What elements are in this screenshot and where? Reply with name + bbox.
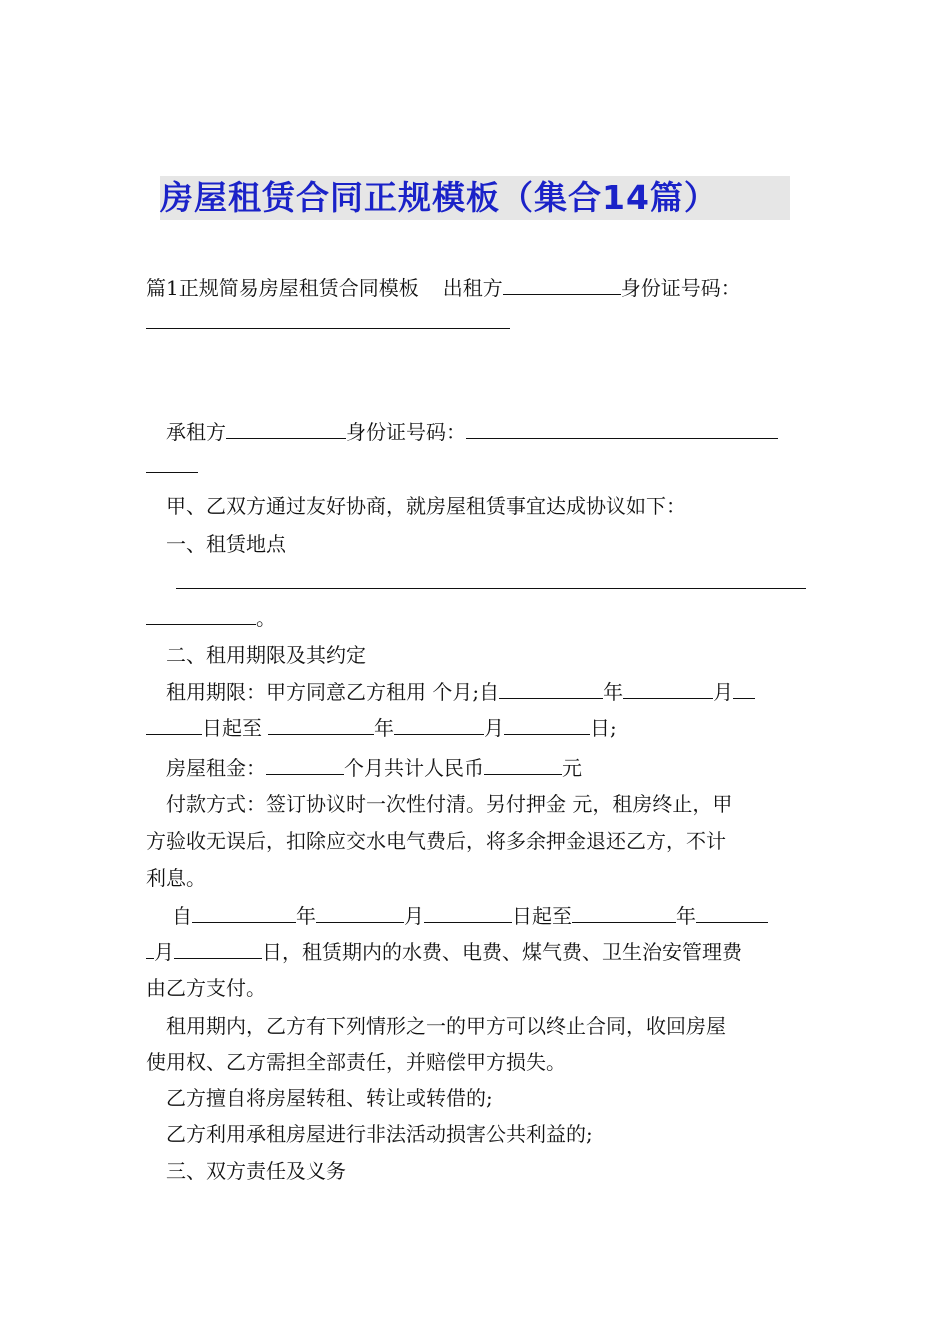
blank-field [484, 752, 562, 775]
section-heading: 篇1正规简易房屋租赁合同模板 [146, 276, 419, 300]
year-label: 年 [296, 904, 316, 928]
paragraph-line: 乙方利用承租房屋进行非法活动损害公共利益的; [166, 1122, 593, 1146]
paragraph-line [172, 900, 768, 930]
month-label: 月 [154, 940, 174, 964]
blank-field [466, 416, 778, 439]
paragraph-line [146, 602, 276, 632]
day-label: 日; [590, 716, 617, 740]
blank-field [266, 752, 344, 775]
paragraph-line: 使用权、乙方需担全部责任，并赔偿甲方损失。 [146, 1050, 566, 1074]
paragraph-line: 利息。 [146, 866, 206, 890]
blank-field [696, 900, 768, 923]
paragraph-line [146, 936, 742, 966]
section-heading: 二、租用期限及其约定 [166, 643, 366, 667]
paragraph-line [146, 712, 617, 742]
blank-field [146, 936, 154, 959]
paragraph-line: 方验收无误后，扣除应交水电气费后，将多余押金退还乙方，不计 [146, 829, 726, 853]
blank-field [174, 936, 262, 959]
year-label: 年 [603, 680, 624, 704]
blank-field [623, 676, 713, 699]
month-label: 月 [713, 680, 734, 704]
id-label: 身份证号码： [620, 276, 741, 300]
id-label: 身份证号码： [346, 420, 466, 444]
paragraph-line [166, 752, 582, 782]
year-label: 年 [676, 904, 696, 928]
blank-field [499, 676, 603, 699]
paragraph-line [166, 416, 778, 446]
paragraph-line: 甲、乙双方通过友好协商，就房屋租赁事宜达成协议如下： [166, 494, 686, 518]
blank-field [394, 712, 484, 735]
blank-field [192, 900, 296, 923]
section-heading: 一、租赁地点 [166, 532, 286, 556]
blank-field [226, 416, 346, 439]
paragraph-line [146, 306, 510, 336]
blank-field [146, 306, 510, 329]
paragraph-line [166, 676, 755, 706]
blank-field [504, 712, 590, 735]
to-label: 日起至 [512, 904, 572, 928]
blank-field [572, 900, 676, 923]
rent-label: 房屋租金： [166, 756, 266, 780]
blank-field [146, 712, 202, 735]
lessor-label: 出租方 [442, 276, 503, 300]
year-label: 年 [374, 716, 394, 740]
currency-unit: 元 [562, 756, 582, 780]
section-heading: 三、双方责任及义务 [166, 1159, 346, 1183]
month-label: 月 [404, 904, 424, 928]
blank-field [424, 900, 512, 923]
from-label: 自 [172, 904, 192, 928]
period-mark: 。 [256, 606, 276, 630]
paragraph-line [146, 272, 741, 302]
paragraph-line: 租用期内，乙方有下列情形之一的甲方可以终止合同，收回房屋 [166, 1014, 726, 1038]
blank-field [176, 566, 806, 589]
paragraph-line: 付款方式：签订协议时一次性付清。另付押金 元，租房终止，甲 [166, 792, 733, 816]
paragraph-line [176, 566, 806, 596]
document-title: 房屋租赁合同正规模板（集合14篇） [160, 178, 718, 217]
rent-text: 个月共计人民币 [344, 756, 484, 780]
blank-field [146, 450, 198, 473]
blank-field [733, 676, 755, 699]
paragraph-line [146, 450, 198, 480]
blank-field [146, 602, 256, 625]
blank-field [268, 712, 374, 735]
paragraph-line: 乙方擅自将房屋转租、转让或转借的; [166, 1086, 493, 1110]
paragraph-line: 由乙方支付。 [146, 976, 266, 1000]
from-label: 日起至 [202, 716, 262, 740]
lessee-label: 承租方 [166, 420, 226, 444]
month-label: 月 [484, 716, 504, 740]
fees-text: 日，租赁期内的水费、电费、煤气费、卫生治安管理费 [262, 940, 742, 964]
blank-field [503, 272, 621, 295]
blank-field [316, 900, 404, 923]
term-label: 租用期限：甲方同意乙方租用 个月;自 [166, 680, 500, 704]
